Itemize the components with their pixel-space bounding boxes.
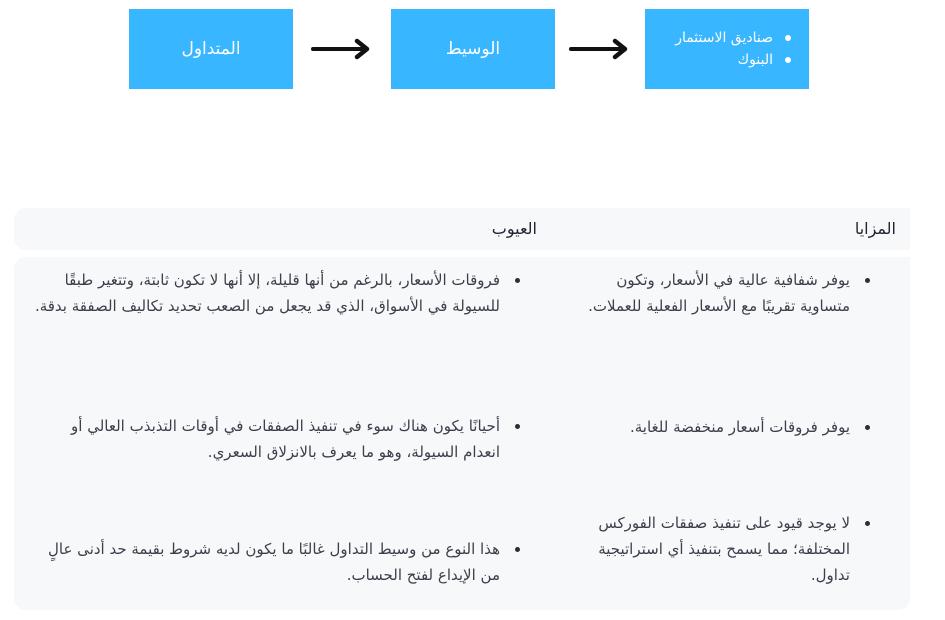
- column-header-cons: العيوب: [491, 219, 537, 238]
- flow-box-trader-label: المتداول: [181, 39, 241, 59]
- list-item: أحيانًا يكون هناك سوء في تنفيذ الصفقات في أوقات التذبذب العالي أو انعدام السيولة، وهو ما يعرف بالانزلاق السعري.: [34, 413, 524, 465]
- list-item: هذا النوع من وسيط التداول غالبًا ما يكون لديه شروط بقيمة حد أدنى عالٍ من الإيداع لفتح الحساب.: [34, 536, 524, 588]
- table-header: [14, 208, 910, 250]
- flow-box-trader: [129, 9, 293, 89]
- column-header-pros: المزايا: [854, 219, 896, 238]
- liquidity-sources-list: [675, 27, 809, 71]
- table-body: [14, 257, 910, 610]
- table-cell-cons: [34, 413, 524, 465]
- table-cell-cons: [34, 267, 524, 319]
- flow-box-broker: [391, 9, 555, 89]
- table-cell-pros: [574, 510, 874, 588]
- table-cell-pros: [574, 414, 874, 440]
- arrow-right-icon: [569, 38, 631, 60]
- table-cell-cons: [34, 536, 524, 588]
- list-item: لا يوجد قيود على تنفيذ صفقات الفوركس المختلفة؛ مما يسمح بتنفيذ أي استراتيجية تداول.: [574, 510, 874, 588]
- flow-box-broker-label: الوسيط: [445, 39, 501, 59]
- list-item: فروقات الأسعار، بالرغم من أنها قليلة، إلا أنها لا تكون ثابتة، وتتغير طبقًا للسيولة في الأسواق، الذي قد يجعل من الصعب تحديد تكاليف الصفقة بدقة.: [34, 267, 524, 319]
- list-item: صناديق الاستثمار: [675, 27, 793, 49]
- list-item: البنوك: [675, 49, 793, 71]
- flow-box-liquidity-sources: [645, 9, 809, 89]
- table-cell-pros: [574, 267, 874, 319]
- list-item: يوفر شفافية عالية في الأسعار، وتكون متساوية تقريبًا مع الأسعار الفعلية للعملات.: [574, 267, 874, 319]
- arrow-right-icon: [311, 38, 373, 60]
- list-item: يوفر فروقات أسعار منخفضة للغاية.: [574, 414, 874, 440]
